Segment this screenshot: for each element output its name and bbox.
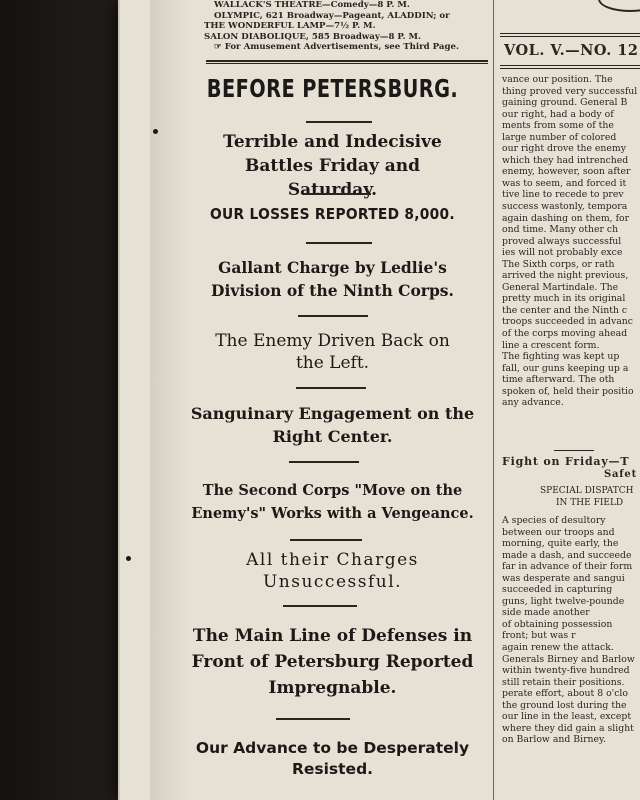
headline-divider — [289, 461, 359, 463]
header-rule — [206, 63, 488, 64]
text-line: of obtaining possession — [502, 618, 613, 630]
text-line: of the corps moving ahead — [502, 328, 628, 340]
text-line: General Martindale. The — [502, 281, 619, 293]
headline-divider — [296, 387, 366, 389]
deck-6: The Second Corps "Move on the Enemy's" Works with a Vengeance. — [191, 482, 474, 522]
text-line: ments from some of the — [502, 120, 614, 132]
text-line: our right drove the enemy — [502, 143, 626, 155]
text-line: was desperate and sangui — [502, 572, 625, 584]
volume-number: VOL. V.—NO. 12 — [504, 42, 639, 59]
deck-4: The Enemy Driven Back on the Left. — [215, 331, 450, 373]
article-subhead-2: Safet — [604, 469, 637, 480]
text-line: The fighting was kept up — [502, 351, 620, 363]
text-line: the ground lost during the — [502, 699, 627, 711]
text-line: arrived the night previous, — [502, 270, 629, 282]
deck-9: Our Advance to be Desperately Resisted. — [195, 739, 470, 778]
deck-2: OUR LOSSES REPORTED 8,000. — [210, 205, 455, 223]
text-line: ies will not probably exce — [502, 247, 623, 259]
text-line: on Barlow and Birney. — [502, 734, 606, 746]
text-line: ond time. Many other ch — [502, 224, 619, 236]
dispatch-line: SPECIAL DISPATCH — [540, 486, 634, 496]
text-line: between our troops and — [502, 526, 615, 538]
text-line: morning, quite early, the — [502, 538, 619, 550]
section-rule — [554, 450, 594, 451]
deck-5: Sanguinary Engagement on the Right Center. — [190, 404, 475, 446]
text-line: large number of colored — [502, 131, 617, 143]
deck-3: Gallant Charge by Ledlie's Division of the Ninth Corps. — [211, 258, 454, 300]
text-line: far in advance of their form — [502, 561, 633, 573]
headline-divider — [306, 242, 372, 244]
text-line: still retain their positions. — [502, 676, 625, 688]
deck-8: The Main Line of Defenses in Front of Petersburg Reported Impregnable. — [191, 626, 474, 698]
deck-1: Terrible and Indecisive Battles Friday and Saturday. — [223, 132, 442, 200]
masthead-ornament — [598, 0, 640, 12]
text-line: was to seem, and forced it — [502, 177, 627, 189]
headline-divider — [298, 315, 368, 317]
text-line: spoken of, held their positio — [502, 385, 634, 397]
ad-line: OLYMPIC, 621 Broadway—Pageant, ALADDIN; or — [214, 10, 450, 21]
headline-divider — [306, 121, 372, 123]
text-line: proved always successful — [502, 235, 622, 247]
text-line: our right, had a body of — [502, 108, 614, 120]
text-line: within twenty-five hundred — [502, 665, 630, 677]
text-line: vance our position. The — [502, 74, 613, 85]
masthead-fragment — [506, 0, 640, 28]
text-line: the center and the Ninth c — [502, 304, 628, 316]
text-line: pretty much in its original — [502, 293, 626, 305]
text-line: again dashing on them, for — [502, 212, 630, 224]
text-line: tive line to recede to prev — [502, 189, 624, 201]
volume-rule — [500, 65, 640, 66]
headline-divider — [303, 193, 371, 195]
text-line: success wastonly, tempora — [502, 201, 628, 213]
text-line: time afterward. The oth — [502, 374, 615, 386]
text-line: where they did gain a slight — [502, 722, 634, 734]
article-text-2 — [502, 515, 640, 746]
headline-divider — [283, 605, 357, 607]
ad-line: THE WONDERFUL LAMP—7½ P. M. — [204, 21, 376, 31]
volume-rule — [500, 68, 640, 69]
headline-divider — [276, 718, 350, 720]
text-line: made a dash, and succeede — [502, 549, 632, 561]
article-subhead: Fight on Friday—T — [502, 455, 630, 468]
text-line: Generals Birney and Barlow — [502, 653, 635, 665]
header-rule — [206, 60, 488, 62]
ad-line: WALLACK'S THEATRE—Comedy—8 P. M. — [214, 0, 410, 10]
amusement-ads — [200, 0, 490, 53]
adjacent-column — [498, 0, 640, 800]
text-line: guns, light twelve-pounde — [502, 595, 625, 607]
text-line: troops succeeded in advanc — [502, 316, 633, 328]
text-line: perate effort, about 8 o'clo — [502, 688, 628, 700]
text-line: front; but was r — [502, 630, 576, 642]
text-line: succeeded in capturing — [502, 584, 613, 596]
dispatch-line: IN THE FIELD — [556, 498, 624, 508]
binding-hole — [126, 556, 131, 561]
deck-7: All their Charges Unsuccessful. — [246, 550, 419, 592]
text-line: again renew the attack. — [502, 642, 614, 654]
binding-hole — [153, 129, 158, 134]
text-line: any advance. — [502, 397, 564, 409]
text-line: side made another — [502, 607, 590, 619]
text-line: thing proved very successful — [502, 85, 638, 97]
column-divider — [493, 0, 494, 800]
text-line: which they had intrenched — [502, 154, 629, 166]
headline-divider — [290, 539, 362, 541]
article-text-1 — [502, 74, 640, 409]
text-line: enemy, however, soon after — [502, 166, 631, 178]
masthead-rule — [500, 33, 640, 34]
masthead-rule — [500, 36, 640, 37]
text-line: line a crescent form. — [502, 339, 600, 351]
text-line: The Sixth corps, or rath — [502, 258, 615, 270]
headline-main: BEFORE PETERSBURG. — [206, 74, 459, 103]
text-line: gaining ground. General B — [502, 97, 628, 109]
text-line: our line in the least, except — [502, 711, 632, 723]
ad-line: ☞ For Amusement Advertisements, see Third Page. — [214, 42, 459, 52]
text-line: A species of desultory — [502, 515, 606, 526]
text-line: fall, our guns keeping up a — [502, 362, 629, 374]
ad-line: SALON DIABOLIQUE, 585 Broadway—8 P. M. — [204, 31, 421, 42]
